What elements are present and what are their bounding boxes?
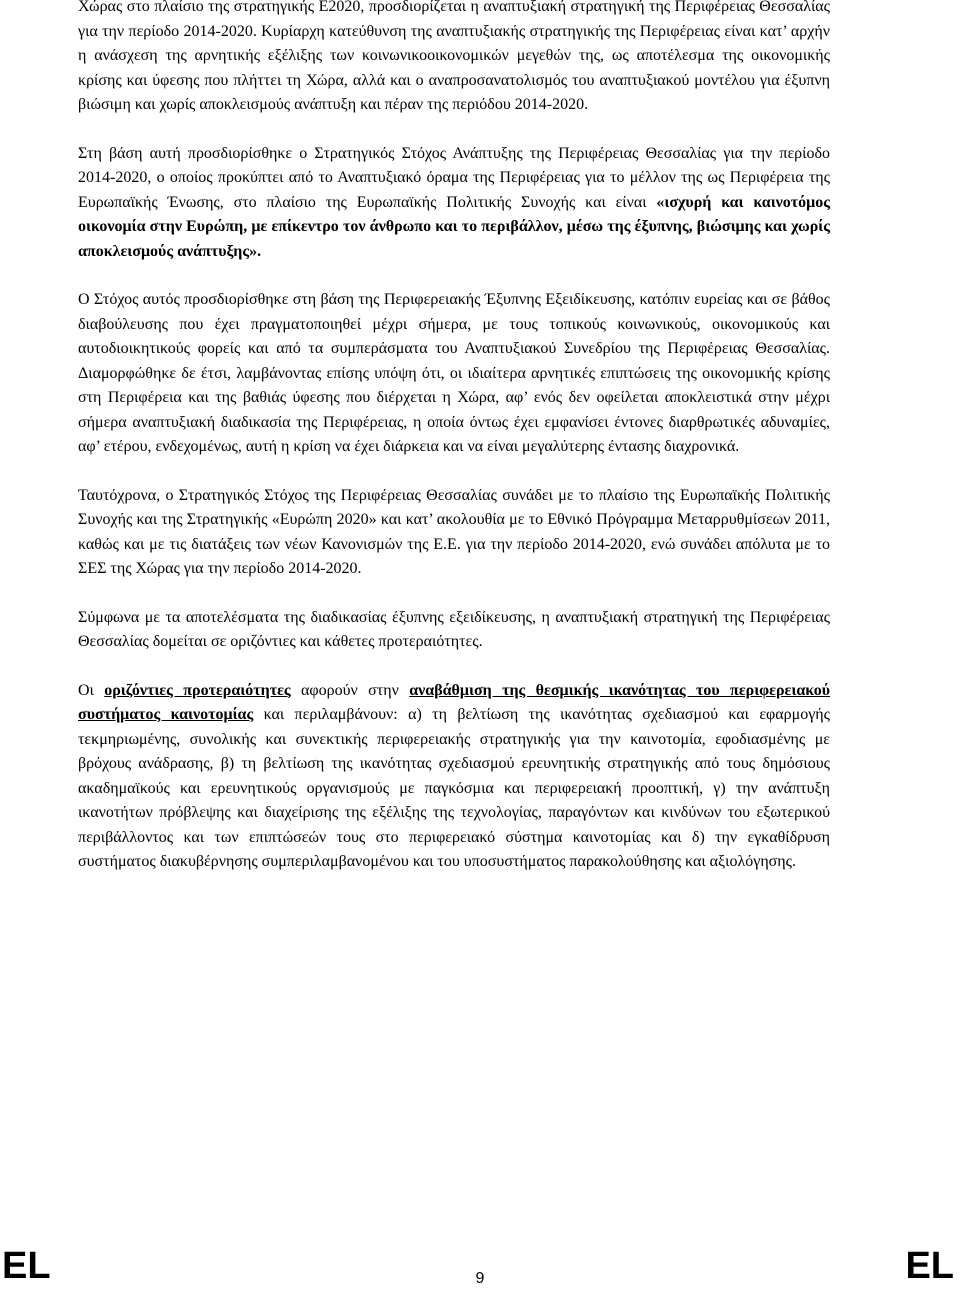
paragraph-smart-specialisation: Ο Στόχος αυτός προσδιορίσθηκε στη βάση της Περιφερειακής Έξυπνης Εξειδίκευσης, κατόπιν ευρείας και σε βάθος διαβούλευσης που έχει πραγματοποιηθεί μέχρι σήμερα, με τους τοπικούς κοινωνικούς, οικονομικούς και αυτοδιοικητικούς φορείς και από τα συμπεράσματα του Αναπτυξιακού Συνεδρίου της Περιφέρειας Θεσσαλίας. Διαμορφώθηκε δε έτσι, λαμβάνοντας επίσης υπόψη ότι, οι ιδιαίτερα αρνητικές επιπτώσεις της οικονομικής κρίσης στη Περιφέρεια και της βαθιάς ύφεσης που διέρχεται η Χώρα, αφ’ ενός δεν οφείλεται αποκλειστικά στην μέχρι σήμερα αναπτυξιακή διαδικασία της Περιφέρειας, η οποία όντως έχει εμφανίσει έντονες διαρθρωτικές αδυναμίες, αφ’ ετέρου, ενδεχομένως, αυτή η κρίση να έχει διάρκεια και να είναι μεγαλύτερης έντασης διαχρονικά. — [78, 291, 830, 455]
language-mark-left: EL — [2, 1245, 51, 1287]
paragraph-strategy-context: Χώρας στο πλαίσιο της στρατηγικής Ε2020, προσδιορίζεται η αναπτυξιακή στρατηγική της Περιφέρειας Θεσσαλίας για την περίοδο 2014-2020. Κυρίαρχη κατεύθυνση της αναπτυξιακής στρατηγικής της Περιφέρειας είναι κατ’ αρχήν η ανάσχεση της αρνητικής εξέλιξης των κοινωνικοοικονομικών μεγεθών της, ως αποτέλεσμα της οικονομικής κρίσης και ύφεσης που πλήττει τη Χώρα, αλλά και ο αναπροσανατολισμός του αναπτυξιακού μοντέλου για έξυπνη βιώσιμη και χωρίς αποκλεισμούς ανάπτυξη και πέραν της περιόδου 2014-2020. — [78, 0, 830, 113]
paragraph-priorities-structure: Σύμφωνα με τα αποτελέσματα της διαδικασίας έξυπνης εξειδίκευσης, η αναπτυξιακή στρατηγική της Περιφέρειας Θεσσαλίας δομείται σε οριζόντιες και κάθετες προτεραιότητες. — [78, 608, 830, 650]
paragraph-horizontal-priorities — [78, 679, 830, 875]
horizontal-priorities-list: και περιλαμβάνουν: α) τη βελτίωση της ικανότητας σχεδιασμού και εφαρμογής τεκμηριωμένης, συνολικής και συνεκτικής περιφερειακής στρατηγικής για την καινοτομία, εφοδιασμένης με βρόχους ανάδρασης, β) τη βελτίωση της ικανότητας σχεδιασμού ερευνητικής στρατηγικής από τους δημόσιους ακαδημαϊκούς και ερευνητικούς οργανισμούς με παγκόσμια και περιφερειακή προοπτική, γ) την ανάπτυξη ικανοτήτων πρόβλεψης και διαχείρισης της εξέλιξης της τεχνολογίας, παραγόντων και κινδύνων του εξωτερικού περιβάλλοντος και των επιπτώσεών τους στο περιφερειακό σύστημα καινοτομίας και δ) την εγκαθίδρυση συστήματος διακυβέρνησης συμπεριλαμβανομένου και του υποσυστήματος παρακολούθησης και αξιολόγησης. — [78, 706, 831, 870]
paragraph-strategic-goal — [78, 142, 830, 265]
strategic-goal-intro: Στη βάση αυτή προσδιορίσθηκε ο Στρατηγικός Στόχος Ανάπτυξης της Περιφέρειας Θεσσαλίας για την περίοδο 2014-2020, ο οποίος προκύπτει από το Αναπτυξιακό όραμα της Περιφέρειας για το μέλλον της ως Περιφέρεια της Ευρωπαϊκής Ένωσης, στο πλαίσιο της Ευρωπαϊκής Πολιτικής Συνοχής και είναι — [78, 144, 830, 211]
horizontal-priorities-link: αφορούν στην — [290, 681, 410, 699]
strategic-goal-statement: «ισχυρή και καινοτόμος οικονομία στην Ευρώπη, με επίκεντρο τον άνθρωπο και το περιβάλλον, μέσω της έξυπνης, βιώσιμης και χωρίς αποκλεισμούς ανάπτυξης». — [78, 193, 830, 260]
document-body — [78, 0, 830, 875]
language-mark-right: EL — [905, 1245, 954, 1287]
horizontal-priorities-lead: Οι — [78, 681, 105, 699]
institutional-capacity-term: αναβάθμιση της θεσμικής ικανότητας του περιφερειακού συστήματος καινοτομίας — [78, 681, 831, 723]
horizontal-priorities-term: οριζόντιες προτεραιότητες — [104, 681, 291, 699]
paragraph-eu-alignment: Ταυτόχρονα, ο Στρατηγικός Στόχος της Περιφέρειας Θεσσαλίας συνάδει με το πλαίσιο της Ευρωπαϊκής Πολιτικής Συνοχής και της Στρατηγικής «Ευρώπη 2020» και κατ’ ακολουθία με το Εθνικό Πρόγραμμα Μεταρρυθμίσεων 2011, καθώς και με τις διατάξεις των νέων Κανονισμών της Ε.Ε. για την περίοδο 2014-2020, ενώ συνάδει απόλυτα με το ΣΕΣ της Χώρας για την περίοδο 2014-2020. — [78, 486, 830, 577]
page-number: 9 — [475, 1270, 485, 1287]
